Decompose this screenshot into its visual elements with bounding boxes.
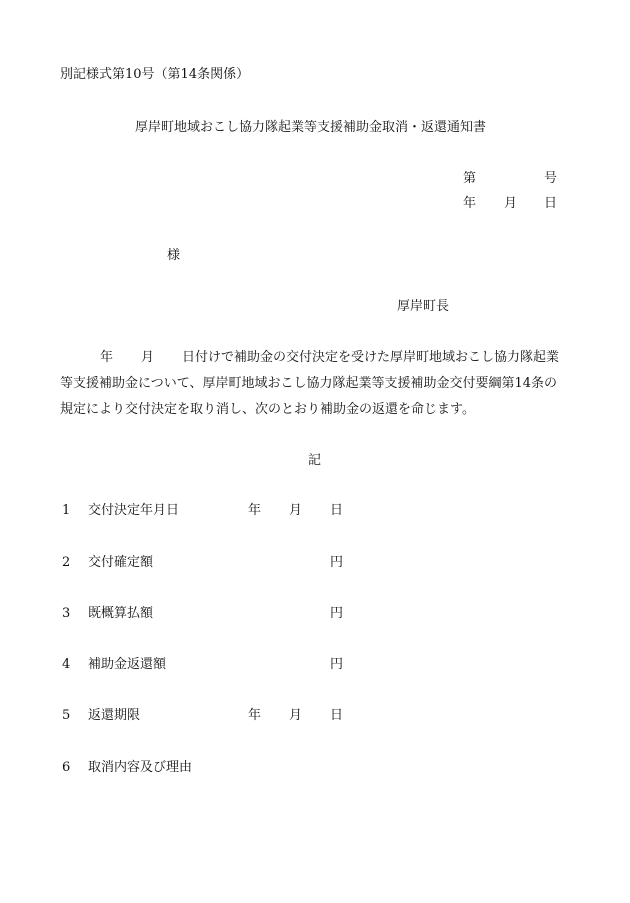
item-unit: 円 <box>330 606 344 621</box>
body-year: 年 <box>100 350 114 365</box>
document-title: 厚岸町地域おこし協力隊起業等支援補助金取消・返還通知書 <box>135 120 487 135</box>
body-line-3: 規定により交付決定を取り消し、次のとおり補助金の返還を命じます。 <box>60 402 475 417</box>
number-suffix: 号 <box>544 171 558 186</box>
date-year: 年 <box>463 196 477 211</box>
body-line-1 <box>60 345 580 371</box>
item-year: 年 <box>248 708 262 723</box>
item-number: 5 <box>62 708 71 723</box>
item-label: 補助金返還額 <box>88 657 167 672</box>
item-year: 年 <box>248 503 262 518</box>
item-label: 取消内容及び理由 <box>88 760 193 775</box>
item-number: 2 <box>62 555 71 570</box>
item-label: 返還期限 <box>88 708 141 723</box>
date-month: 月 <box>504 196 518 211</box>
item-month: 月 <box>289 708 303 723</box>
body-rest: 日付けで補助金の交付決定を受けた厚岸町地域おこし協力隊起業 <box>182 350 560 365</box>
item-number: 6 <box>62 760 71 775</box>
item-label: 交付決定年月日 <box>88 503 180 518</box>
item-day: 日 <box>330 503 344 518</box>
item-number: 1 <box>62 503 71 518</box>
item-number: 4 <box>62 657 71 672</box>
item-month: 月 <box>289 503 303 518</box>
recipient-suffix: 様 <box>167 248 181 263</box>
date-day: 日 <box>544 196 558 211</box>
item-label: 交付確定額 <box>88 555 154 570</box>
item-label: 既概算払額 <box>88 606 154 621</box>
body-paragraph <box>60 345 580 423</box>
ki-heading: 記 <box>308 453 322 468</box>
form-header: 別記様式第10号（第14条関係） <box>60 67 250 82</box>
item-day: 日 <box>330 708 344 723</box>
item-number: 3 <box>62 606 71 621</box>
item-unit: 円 <box>330 555 344 570</box>
body-line-2: 等支援補助金について、厚岸町地域おこし協力隊起業等支援補助金交付要綱第14条の <box>60 376 558 391</box>
item-unit: 円 <box>330 657 344 672</box>
body-month: 月 <box>141 350 155 365</box>
number-prefix: 第 <box>463 171 477 186</box>
sender: 厚岸町長 <box>397 299 450 314</box>
